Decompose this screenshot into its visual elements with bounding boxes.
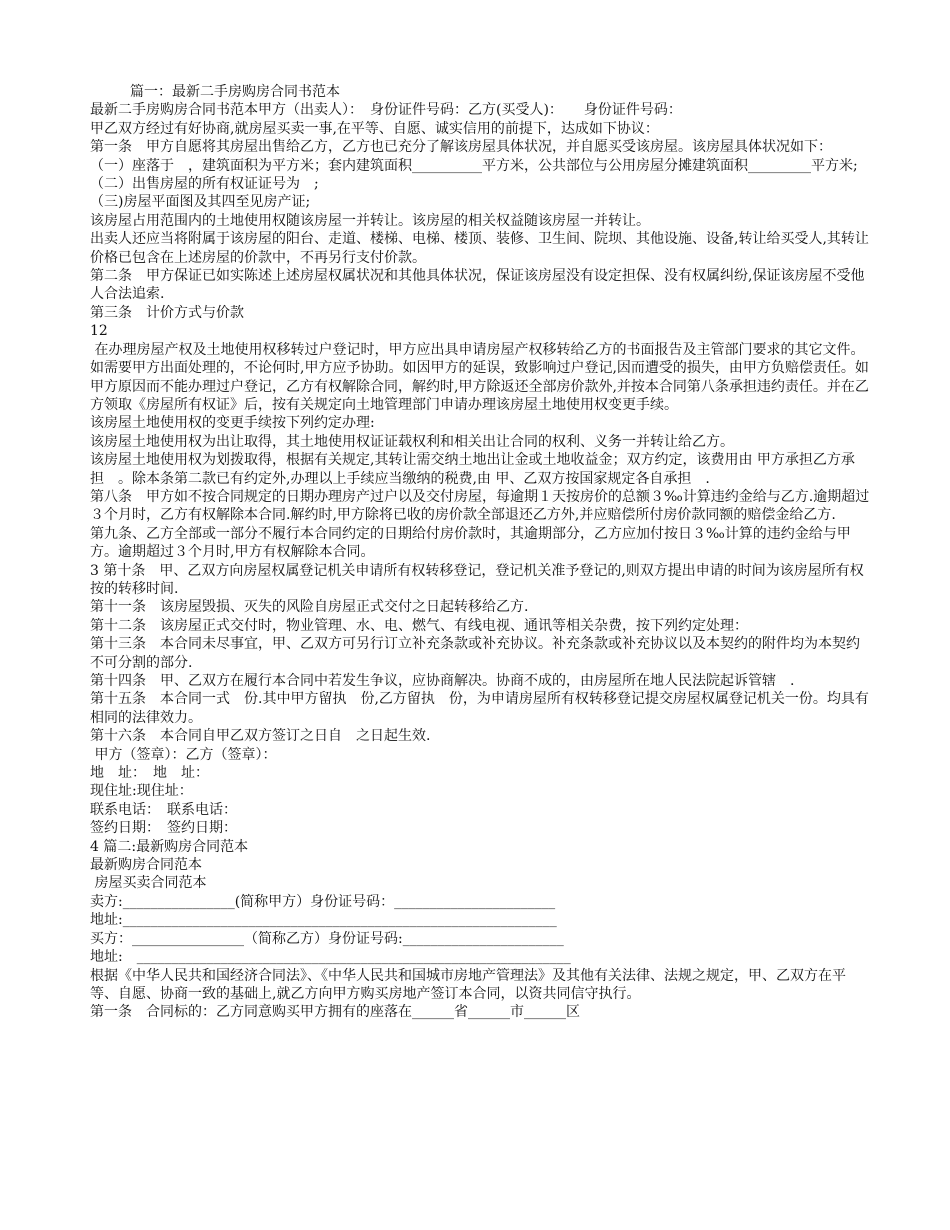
phone-line: 联系电话： 联系电话：	[90, 801, 237, 818]
doc-line: 出卖人还应当将附属于该房屋的阳台、走道、楼梯、电梯、楼顶、装修、卫生间、院坝、其他设施、设备,转让给买受人,其转让价格已包含在上述房屋的价款中，不再另行支付价款。	[90, 231, 869, 266]
legal-basis: 根据《中华人民共和国经济合同法》、《中华人民共和国城市房地产管理法》及其他有关法律、法规之规定，甲、乙双方在平等、自愿、协商一致的基础上,就乙方向甲方购买房地产签订本合同，以资共同信守执行。	[90, 967, 846, 1002]
article-14: 第十四条 甲、乙双方在履行本合同中若发生争议，应协商解决。协商不成的，由房屋所在地人民法院起诉管辖 .	[90, 673, 795, 689]
doc-line: （二）出售房屋的所有权证证号为 ;	[90, 176, 319, 193]
article-1: 第一条 甲方自愿将其房屋出售给乙方，乙方也已充分了解该房屋具体状况，并自愿买受该房屋。该房屋具体状况如下：	[90, 139, 832, 156]
buyer-line: 买方：________________（简称乙方）身份证号码:_______________________	[90, 930, 564, 947]
doc-title-part1: 篇一：最新二手房购房合同书范本	[130, 84, 340, 100]
article-16: 第十六条 本合同自甲乙双方签订之日自 之日起生效.	[90, 728, 431, 745]
address-line: 地 址： 地 址：	[90, 765, 209, 782]
article-1-contract-subject: 第一条 合同标的：乙方同意购买甲方拥有的座落在______省______市______区	[90, 1004, 580, 1021]
sign-date-line: 签约日期： 签约日期：	[90, 820, 237, 837]
current-address-line: 现住址:现住址：	[90, 783, 193, 800]
doc-line: （一）座落于 ，建筑面积为平方米；套内建筑面积__________平方米，公共部位与公用房屋分摊建筑面积_________平方米;	[90, 157, 858, 174]
doc-line: 最新二手房购房合同书范本甲方（出卖人）： 身份证件号码：乙方(买受人)： 身份证件号码：	[90, 102, 682, 119]
doc-line: 甲乙双方经过有好协商,就房屋买卖一事,在平等、自愿、诚实信用的前提下，达成如下协议：	[90, 120, 659, 137]
article-9: 第九条、乙方全部或一部分不履行本合同约定的日期给付房价款时，其逾期部分，乙方应加付按日３‰计算的违约金给与甲方。逾期超过３个月时,甲方有权解除本合同。	[90, 525, 851, 561]
seller-line: 卖方:________________(简称甲方）身份证号码：_______________________	[90, 893, 556, 910]
article-10: 3 第十条 甲、乙双方向房屋权属登记机关申请所有权转移登记，登记机关准予登记的,则双方提出申请的时间为该房屋所有权按的转移时间.	[90, 562, 864, 597]
section-2-title: 4 篇二:最新购房合同范本	[90, 838, 249, 855]
doc-line: 该房屋土地使用权为出让取得，其土地使用权证证载权利和相关出让合同的权利、义务一并转让给乙方。	[90, 433, 734, 450]
document-page	[90, 83, 870, 1022]
doc-line: 该房屋土地使用权的变更手续按下列约定办理:	[90, 415, 375, 432]
doc-line: 该房屋占用范围内的土地使用权随该房屋一并转让。该房屋的相关权益随该房屋一并转让。	[90, 212, 650, 229]
doc-line: 最新购房合同范本	[90, 857, 202, 874]
article-2: 第二条 甲方保证已如实陈述上述房屋权属状况和其他具体状况，保证该房屋没有设定担保、没有权属纠纷,保证该房屋不受他人合法追索.	[90, 268, 865, 303]
doc-line: （三)房屋平面图及其四至见房产证;	[90, 194, 311, 211]
buyer-address-line: 地址: ______________________________________________________________	[90, 949, 571, 966]
article-13: 第十三条 本合同未尽事宜，甲、乙双方可另行订立补充条款或补充协议。补充条款或补充协议以及本契约的附件均为本契约不可分割的部分.	[90, 636, 860, 671]
article-12: 第十二条 该房屋正式交付时，物业管理、水、电、燃气、有线电视、通讯等相关杂费，按下列约定处理：	[90, 617, 748, 634]
article-11: 第十一条 该房屋毁损、灭失的风险自房屋正式交付之日起转移给乙方.	[90, 599, 529, 616]
article-3: 第三条 计价方式与价款	[90, 304, 244, 321]
article-15: 第十五条 本合同一式 份.其中甲方留执 份,乙方留执 份，为申请房屋所有权转移登记提交房屋权属登记机关一份。均具有相同的法律效力。	[90, 691, 869, 726]
doc-line: 该房屋土地使用权为划拨取得，根据有关规定,其转让需交纳土地出让金或土地收益金；双方约定，该费用由 甲方承担乙方承担 。除本条第二款已有约定外,办理以上手续应当缴纳的税费,由 甲、乙双方按国家规定各自承担 .	[90, 452, 855, 487]
contract-title: 房屋买卖合同范本	[90, 875, 207, 892]
page-number: 12	[90, 323, 108, 340]
signature-line: 甲方（签章）：乙方（签章）：	[90, 746, 277, 763]
doc-line: 在办理房屋产权及土地使用权移转过户登记时，甲方应出具申请房屋产权移转给乙方的书面报告及主管部门要求的其它文件。如需要甲方出面处理的，不论何时,甲方应予协助。如因甲方的延误，致影响过户登记,因而遭受的损失，由甲方负赔偿责任。如甲方原因而不能办理过户登记，乙方有权解除合同，解约时,甲方除返还全部房价款外,并按本合同第八条承担违约责任。并在乙方领取《房屋所有权证》后，按有关规定向土地管理部门申请办理该房屋土地使用权变更手续。	[90, 341, 869, 413]
seller-address-line: 地址:______________________________________________________________	[90, 912, 557, 929]
article-8: 第八条 甲方如不按合同规定的日期办理房产过户以及交付房屋，每逾期１天按房价的总额３‰计算违约金给与乙方.逾期超过３个月时，乙方有权解除本合同.解约时,甲方除将已收的房价款全部退还乙方外,并应赔偿所付房价款同额的赔偿金给乙方.	[90, 488, 870, 524]
